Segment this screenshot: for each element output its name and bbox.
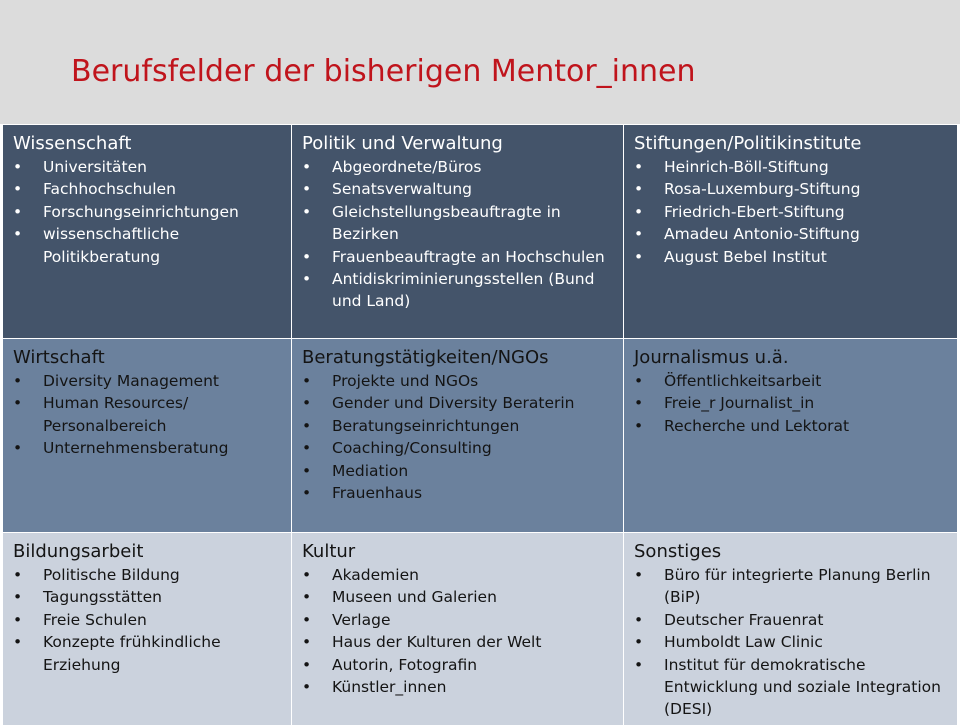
bullet-icon: • [302,270,312,289]
list-item-text: wissenschaftliche Politikberatung [43,225,180,266]
list-item-text: Akademien [332,566,419,584]
career-fields-table [3,125,958,725]
bullet-icon: • [634,633,644,652]
bullet-icon: • [634,180,644,199]
list-item [634,223,949,245]
list-item [13,609,283,631]
bullet-icon: • [302,158,312,176]
list-item-text: Gender und Diversity Beraterin [332,394,575,413]
list-item [13,370,283,392]
list-item [302,609,615,631]
list-item-text: Heinrich-Böll-Stiftung [664,158,829,176]
list-item [634,178,949,200]
list-item [302,268,615,313]
list-item-text: Humboldt Law Clinic [664,633,823,652]
bullet-icon: • [302,394,312,413]
list-item [13,156,283,178]
bullet-icon: • [302,180,312,199]
bullet-icon: • [302,588,312,607]
list-item-text: Autorin, Fotografin [332,655,478,674]
bullet-icon: • [302,416,312,435]
list-item-text: Frauenhaus [332,484,423,503]
list-item-text: Institut für demokratische Entwicklung und soziale Integration (DESI) [664,655,941,719]
list-item-text: Fachhochschulen [43,180,176,199]
bullet-icon: • [302,461,312,480]
list-item-text: Öffentlichkeitsarbeit [664,372,822,390]
cell-beratung [292,339,624,533]
bullet-icon: • [302,247,312,266]
list-item-text: Deutscher Frauenrat [664,610,824,629]
list-item [302,392,615,414]
cell-item-list [634,156,949,268]
bullet-icon: • [13,588,23,607]
list-item-text: Amadeu Antonio-Stiftung [664,225,860,244]
slide-title: Berufsfelder der bisherigen Mentor_innen [71,54,696,89]
cell-heading: Sonstiges [634,541,722,562]
cell-item-list [302,564,615,698]
cell-heading: Journalismus u.ä. [634,347,789,368]
list-item [13,586,283,608]
list-item-text: Unternehmensberatung [43,439,229,458]
list-item [13,631,283,676]
cell-heading: Kultur [302,541,356,562]
list-item-text: August Bebel Institut [664,247,827,266]
list-item [13,392,283,437]
list-item-text: Diversity Management [43,372,219,390]
list-item [302,564,615,586]
bullet-icon: • [13,633,23,652]
list-item-text: Antidiskriminierungsstellen (Bund und Land) [332,270,595,311]
bullet-icon: • [302,484,312,503]
list-item [634,415,949,437]
list-item [634,564,949,609]
list-item [302,437,615,459]
bullet-icon: • [13,225,23,244]
bullet-icon: • [13,394,23,413]
bullet-icon: • [302,202,312,221]
list-item [634,392,949,414]
cell-item-list [634,370,949,437]
bullet-icon: • [13,372,23,390]
bullet-icon: • [13,439,23,458]
cell-heading: Stiftungen/Politikinstitute [634,133,862,154]
list-item [13,223,283,268]
list-item-text: Künstler_innen [332,678,447,697]
bullet-icon: • [302,633,312,652]
list-item [13,178,283,200]
bullet-icon: • [634,225,644,244]
list-item [302,178,615,200]
cell-journalismus [624,339,958,533]
cell-item-list [302,370,615,504]
cell-item-list [634,564,949,721]
cell-heading: Bildungsarbeit [13,541,144,562]
bullet-icon: • [302,678,312,697]
list-item [302,415,615,437]
bullet-icon: • [634,372,644,390]
bullet-icon: • [634,202,644,221]
cell-wissenschaft [3,125,292,339]
bullet-icon: • [13,566,23,584]
list-item [302,482,615,504]
list-item [302,654,615,676]
list-item-text: Verlage [332,610,391,629]
cell-bildungsarbeit [3,533,292,725]
list-item-text: Museen und Galerien [332,588,497,607]
cell-item-list [13,156,283,268]
bullet-icon: • [302,610,312,629]
bullet-icon: • [302,566,312,584]
list-item-text: Universitäten [43,158,147,176]
bullet-icon: • [13,180,23,199]
cell-heading: Wissenschaft [13,133,132,154]
list-item [302,460,615,482]
list-item [302,201,615,246]
cell-stiftungen [624,125,958,339]
bullet-icon: • [13,202,23,221]
list-item-text: Friedrich-Ebert-Stiftung [664,202,845,221]
list-item [13,564,283,586]
list-item-text: Büro für integrierte Planung Berlin (BiP) [664,566,931,607]
list-item-text: Mediation [332,461,409,480]
bullet-icon: • [634,416,644,435]
cell-item-list [302,156,615,313]
bullet-icon: • [302,372,312,390]
bullet-icon: • [634,247,644,266]
list-item [302,156,615,178]
bullet-icon: • [634,566,644,584]
list-item [634,654,949,721]
cell-heading: Politik und Verwaltung [302,133,503,154]
list-item-text: Konzepte frühkindliche Erziehung [43,633,221,674]
bullet-icon: • [634,655,644,674]
list-item [302,676,615,698]
list-item [302,246,615,268]
list-item-text: Forschungseinrichtungen [43,202,239,221]
list-item [634,201,949,223]
cell-heading: Wirtschaft [13,347,105,368]
list-item [634,246,949,268]
list-item [634,631,949,653]
list-item-text: Abgeordnete/Büros [332,158,482,176]
list-item [634,156,949,178]
list-item-text: Senatsverwaltung [332,180,472,199]
cell-item-list [13,564,283,676]
list-item-text: Beratungseinrichtungen [332,416,520,435]
bullet-icon: • [634,394,644,413]
list-item [13,437,283,459]
list-item-text: Gleichstellungsbeauftragte in Bezirken [332,202,561,244]
list-item-text: Frauenbeauftragte an Hochschulen [332,247,605,266]
list-item-text: Projekte und NGOs [332,372,479,390]
list-item-text: Haus der Kulturen der Welt [332,633,542,652]
cell-sonstiges [624,533,958,725]
bullet-icon: • [13,610,23,629]
list-item-text: Recherche und Lektorat [664,416,850,435]
list-item-text: Tagungsstätten [43,588,162,607]
list-item [13,201,283,223]
list-item-text: Coaching/Consulting [332,439,492,458]
list-item-text: Human Resources/ Personalbereich [43,394,189,435]
bullet-icon: • [302,439,312,458]
list-item [302,370,615,392]
list-item [634,609,949,631]
list-item-text: Rosa-Luxemburg-Stiftung [664,180,861,199]
list-item [634,370,949,392]
cell-wirtschaft [3,339,292,533]
list-item [302,586,615,608]
bullet-icon: • [13,158,23,176]
list-item-text: Politische Bildung [43,566,180,584]
cell-kultur [292,533,624,725]
list-item-text: Freie_r Journalist_in [664,394,815,413]
cell-politik-und-verwaltung [292,125,624,339]
bullet-icon: • [634,158,644,176]
bullet-icon: • [634,610,644,629]
cell-item-list [13,370,283,460]
list-item [302,631,615,653]
bullet-icon: • [302,655,312,674]
cell-heading: Beratungstätigkeiten/NGOs [302,347,549,368]
list-item-text: Freie Schulen [43,610,147,629]
